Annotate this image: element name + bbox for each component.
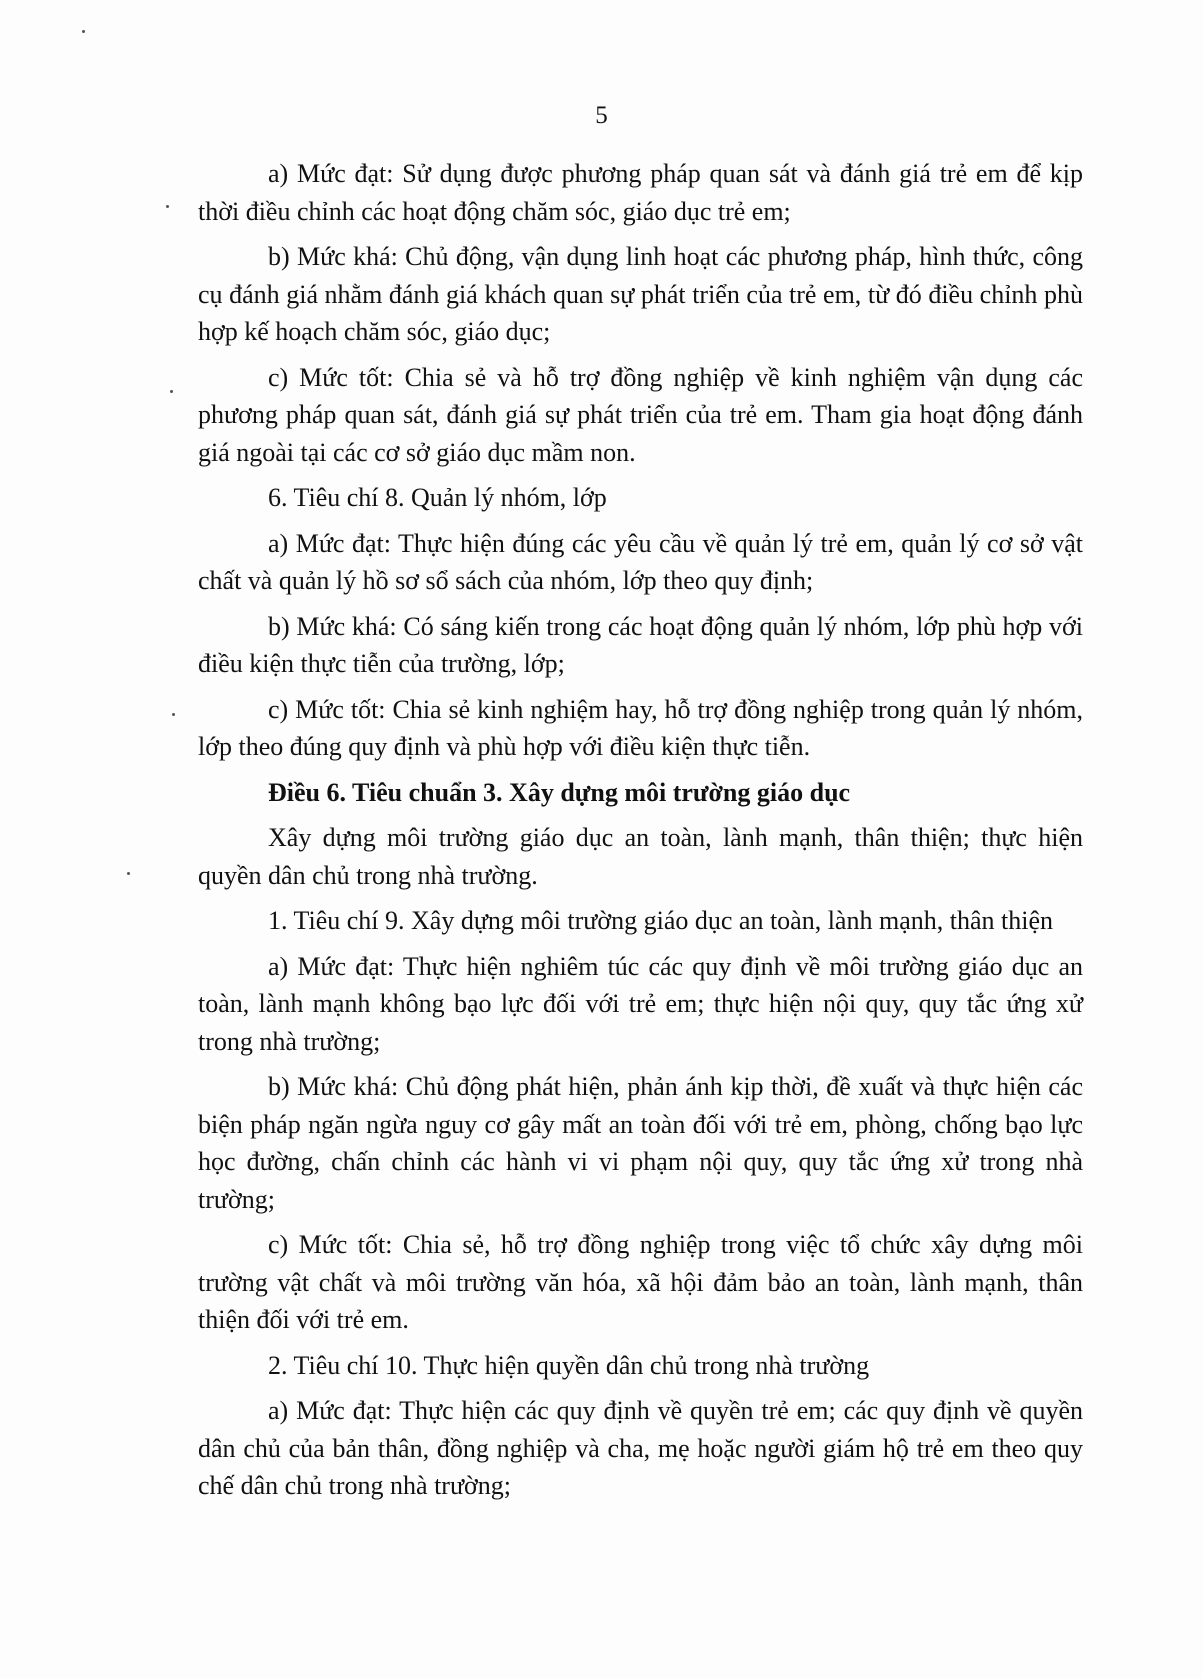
paragraph-criterion-9-level-c: c) Mức tốt: Chia sẻ, hỗ trợ đồng nghiệp trong việc tổ chức xây dựng môi trường vật chất và môi trường văn hóa, xã hội đảm bảo an toàn, lành mạnh, thân thiện đối với trẻ em. (198, 1230, 1083, 1334)
article-6-heading: Điều 6. Tiêu chuẩn 3. Xây dựng môi trường giáo dục (268, 777, 851, 807)
standard-3-description: Xây dựng môi trường giáo dục an toàn, lành mạnh, thân thiện; thực hiện quyền dân chủ trong nhà trường. (198, 823, 1083, 890)
paragraph-criterion-7-level-a: a) Mức đạt: Sử dụng được phương pháp quan sát và đánh giá trẻ em để kịp thời điều chỉnh các hoạt động chăm sóc, giáo dục trẻ em; (198, 159, 1083, 226)
paragraph-criterion-8-level-c: c) Mức tốt: Chia sẻ kinh nghiệm hay, hỗ trợ đồng nghiệp trong quản lý nhóm, lớp theo đúng quy định và phù hợp với điều kiện thực tiễn. (198, 694, 1083, 761)
paragraph-criterion-8-level-b: b) Mức khá: Có sáng kiến trong các hoạt động quản lý nhóm, lớp phù hợp với điều kiện thực tiễn của trường, lớp; (198, 611, 1083, 678)
paragraph-criterion-9-level-b: b) Mức khá: Chủ động phát hiện, phản ánh kịp thời, đề xuất và thực hiện các biện pháp ngăn ngừa nguy cơ gây mất an toàn đối với trẻ em, phòng, chống bạo lực học đường, chấn chỉnh các hành vi vi phạm nội quy, quy tắc ứng xử trong nhà trường; (198, 1072, 1083, 1214)
paragraph-criterion-7-level-c: c) Mức tốt: Chia sẻ và hỗ trợ đồng nghiệp về kinh nghiệm vận dụng các phương pháp quan sát, đánh giá sự phát triển của trẻ em. Tham gia hoạt động đánh giá ngoài tại các cơ sở giáo dục mầm non. (198, 362, 1083, 467)
scan-speck (82, 30, 85, 33)
paragraph-criterion-10-level-a: a) Mức đạt: Thực hiện các quy định về quyền trẻ em; các quy định về quyền dân chủ của bản thân, đồng nghiệp và cha, mẹ hoặc người giám hộ trẻ em theo quy chế dân chủ trong nhà trường; (198, 1396, 1083, 1500)
criterion-9-title: 1. Tiêu chí 9. Xây dựng môi trường giáo dục an toàn, lành mạnh, thân thiện (268, 906, 1053, 935)
criterion-10-title: 2. Tiêu chí 10. Thực hiện quyền dân chủ trong nhà trường (268, 1350, 870, 1380)
paragraph-criterion-9-level-a: a) Mức đạt: Thực hiện nghiêm túc các quy định về môi trường giáo dục an toàn, lành mạnh không bạo lực đối với trẻ em; thực hiện nội quy, quy tắc ứng xử trong nhà trường; (198, 951, 1083, 1056)
document-body (198, 155, 1083, 1513)
scan-speck (166, 205, 169, 208)
criterion-8-title: 6. Tiêu chí 8. Quản lý nhóm, lớp (268, 483, 607, 512)
scan-speck (170, 390, 173, 393)
scan-speck (127, 872, 130, 875)
paragraph-criterion-8-level-a: a) Mức đạt: Thực hiện đúng các yêu cầu về quản lý trẻ em, quản lý cơ sở vật chất và quản lý hồ sơ sổ sách của nhóm, lớp theo quy định; (198, 528, 1083, 595)
paragraph-criterion-7-level-b: b) Mức khá: Chủ động, vận dụng linh hoạt các phương pháp, hình thức, công cụ đánh giá nhằm đánh giá khách quan sự phát triển của trẻ em, từ đó điều chỉnh phù hợp kế hoạch chăm sóc, giáo dục; (198, 242, 1083, 346)
page-number: 5 (595, 102, 608, 129)
scan-speck (172, 713, 175, 716)
